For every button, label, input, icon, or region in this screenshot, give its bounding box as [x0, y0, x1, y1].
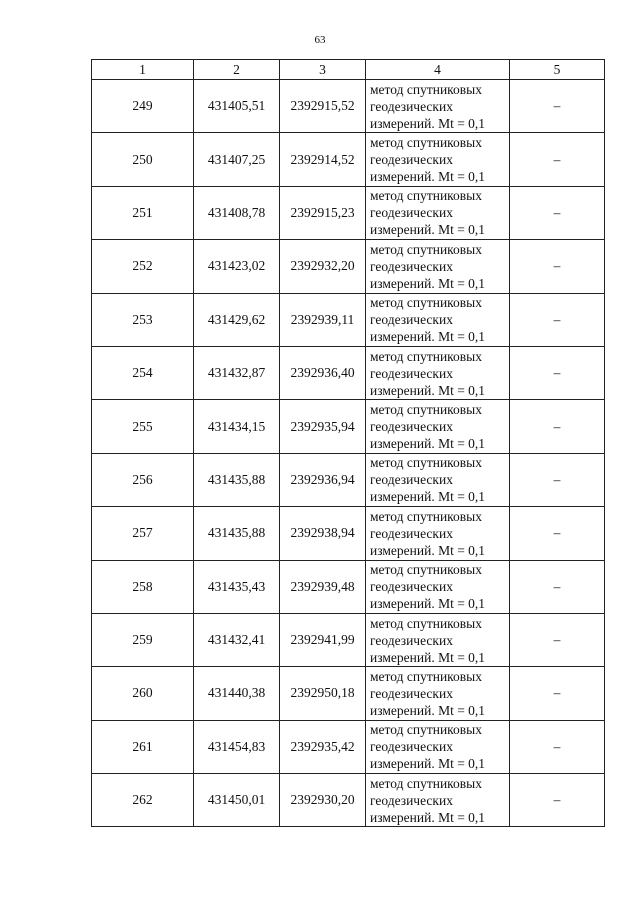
method-cell	[366, 613, 510, 666]
table-row	[92, 667, 605, 720]
method-line-3: измерений. Mt = 0,1	[370, 596, 486, 612]
header-col-4: 4	[366, 60, 510, 80]
point-number-cell: 259	[92, 613, 194, 666]
method-line-2: геодезических	[370, 258, 453, 274]
method-line-3: измерений. Mt = 0,1	[370, 329, 486, 345]
y-coordinate-cell: 2392939,11	[280, 293, 366, 346]
method-line-1: метод спутниковых	[370, 348, 482, 364]
table-header	[92, 60, 605, 80]
note-cell: –	[510, 560, 605, 613]
note-cell: –	[510, 400, 605, 453]
note-cell: –	[510, 293, 605, 346]
method-line-1: метод спутниковых	[370, 775, 482, 791]
y-coordinate-cell: 2392915,52	[280, 80, 366, 133]
note-cell: –	[510, 453, 605, 506]
method-line-2: геодезических	[370, 632, 453, 648]
y-coordinate-cell: 2392939,48	[280, 560, 366, 613]
table-row	[92, 400, 605, 453]
method-cell	[366, 346, 510, 399]
method-line-3: измерений. Mt = 0,1	[370, 489, 486, 505]
table-row	[92, 613, 605, 666]
method-cell	[366, 186, 510, 239]
header-row	[92, 60, 605, 80]
method-line-2: геодезических	[370, 98, 453, 114]
method-cell	[366, 453, 510, 506]
table-row	[92, 240, 605, 293]
method-line-1: метод спутниковых	[370, 81, 482, 97]
table-row	[92, 133, 605, 186]
x-coordinate-cell: 431435,88	[194, 507, 280, 560]
method-line-2: геодезических	[370, 792, 453, 808]
method-line-1: метод спутниковых	[370, 135, 482, 151]
point-number-cell: 249	[92, 80, 194, 133]
method-cell	[366, 240, 510, 293]
coordinates-table	[91, 59, 605, 827]
method-line-2: геодезических	[370, 312, 453, 328]
table-row	[92, 720, 605, 773]
method-line-3: измерений. Mt = 0,1	[370, 702, 486, 718]
method-line-2: геодезических	[370, 685, 453, 701]
x-coordinate-cell: 431440,38	[194, 667, 280, 720]
x-coordinate-cell: 431407,25	[194, 133, 280, 186]
note-cell: –	[510, 80, 605, 133]
method-line-2: геодезических	[370, 365, 453, 381]
x-coordinate-cell: 431434,15	[194, 400, 280, 453]
method-line-1: метод спутниковых	[370, 562, 482, 578]
method-line-3: измерений. Mt = 0,1	[370, 115, 486, 131]
x-coordinate-cell: 431435,88	[194, 453, 280, 506]
x-coordinate-cell: 431435,43	[194, 560, 280, 613]
point-number-cell: 253	[92, 293, 194, 346]
note-cell: –	[510, 774, 605, 827]
y-coordinate-cell: 2392935,42	[280, 720, 366, 773]
header-col-1: 1	[92, 60, 194, 80]
method-line-1: метод спутниковых	[370, 402, 482, 418]
table-row	[92, 186, 605, 239]
x-coordinate-cell: 431423,02	[194, 240, 280, 293]
table-row	[92, 293, 605, 346]
method-cell	[366, 507, 510, 560]
note-cell: –	[510, 186, 605, 239]
method-cell	[366, 80, 510, 133]
point-number-cell: 262	[92, 774, 194, 827]
method-line-2: геодезических	[370, 419, 453, 435]
method-line-1: метод спутниковых	[370, 188, 482, 204]
method-cell	[366, 667, 510, 720]
method-line-3: измерений. Mt = 0,1	[370, 542, 486, 558]
y-coordinate-cell: 2392950,18	[280, 667, 366, 720]
method-cell	[366, 720, 510, 773]
point-number-cell: 260	[92, 667, 194, 720]
y-coordinate-cell: 2392938,94	[280, 507, 366, 560]
header-col-3: 3	[280, 60, 366, 80]
note-cell: –	[510, 240, 605, 293]
method-line-1: метод спутниковых	[370, 241, 482, 257]
table-body	[92, 80, 605, 827]
method-line-1: метод спутниковых	[370, 295, 482, 311]
method-line-3: измерений. Mt = 0,1	[370, 436, 486, 452]
method-line-2: геодезических	[370, 152, 453, 168]
method-line-3: измерений. Mt = 0,1	[370, 275, 486, 291]
x-coordinate-cell: 431405,51	[194, 80, 280, 133]
method-line-3: измерений. Mt = 0,1	[370, 169, 486, 185]
method-line-2: геодезических	[370, 525, 453, 541]
note-cell: –	[510, 133, 605, 186]
method-line-1: метод спутниковых	[370, 508, 482, 524]
point-number-cell: 252	[92, 240, 194, 293]
method-line-3: измерений. Mt = 0,1	[370, 756, 486, 772]
method-line-1: метод спутниковых	[370, 668, 482, 684]
x-coordinate-cell: 431408,78	[194, 186, 280, 239]
method-cell	[366, 560, 510, 613]
method-line-3: измерений. Mt = 0,1	[370, 222, 486, 238]
method-line-1: метод спутниковых	[370, 615, 482, 631]
x-coordinate-cell: 431450,01	[194, 774, 280, 827]
y-coordinate-cell: 2392932,20	[280, 240, 366, 293]
point-number-cell: 258	[92, 560, 194, 613]
method-cell	[366, 774, 510, 827]
note-cell: –	[510, 720, 605, 773]
table-row	[92, 774, 605, 827]
note-cell: –	[510, 346, 605, 399]
point-number-cell: 251	[92, 186, 194, 239]
table-row	[92, 507, 605, 560]
method-line-2: геодезических	[370, 739, 453, 755]
method-line-2: геодезических	[370, 472, 453, 488]
table-row	[92, 80, 605, 133]
header-col-5: 5	[510, 60, 605, 80]
y-coordinate-cell: 2392941,99	[280, 613, 366, 666]
point-number-cell: 257	[92, 507, 194, 560]
x-coordinate-cell: 431432,41	[194, 613, 280, 666]
method-cell	[366, 293, 510, 346]
y-coordinate-cell: 2392935,94	[280, 400, 366, 453]
method-line-2: геодезических	[370, 205, 453, 221]
method-cell	[366, 400, 510, 453]
method-line-1: метод спутниковых	[370, 722, 482, 738]
y-coordinate-cell: 2392915,23	[280, 186, 366, 239]
x-coordinate-cell: 431429,62	[194, 293, 280, 346]
point-number-cell: 255	[92, 400, 194, 453]
y-coordinate-cell: 2392914,52	[280, 133, 366, 186]
table-row	[92, 560, 605, 613]
point-number-cell: 254	[92, 346, 194, 399]
method-line-3: измерений. Mt = 0,1	[370, 382, 486, 398]
method-cell	[366, 133, 510, 186]
page-number: 63	[314, 34, 326, 46]
y-coordinate-cell: 2392936,40	[280, 346, 366, 399]
point-number-cell: 250	[92, 133, 194, 186]
y-coordinate-cell: 2392930,20	[280, 774, 366, 827]
header-col-2: 2	[194, 60, 280, 80]
point-number-cell: 261	[92, 720, 194, 773]
table-row	[92, 453, 605, 506]
x-coordinate-cell: 431432,87	[194, 346, 280, 399]
note-cell: –	[510, 507, 605, 560]
method-line-3: измерений. Mt = 0,1	[370, 649, 486, 665]
note-cell: –	[510, 613, 605, 666]
x-coordinate-cell: 431454,83	[194, 720, 280, 773]
method-line-2: геодезических	[370, 579, 453, 595]
point-number-cell: 256	[92, 453, 194, 506]
method-line-1: метод спутниковых	[370, 455, 482, 471]
note-cell: –	[510, 667, 605, 720]
table-row	[92, 346, 605, 399]
method-line-3: измерений. Mt = 0,1	[370, 809, 486, 825]
y-coordinate-cell: 2392936,94	[280, 453, 366, 506]
